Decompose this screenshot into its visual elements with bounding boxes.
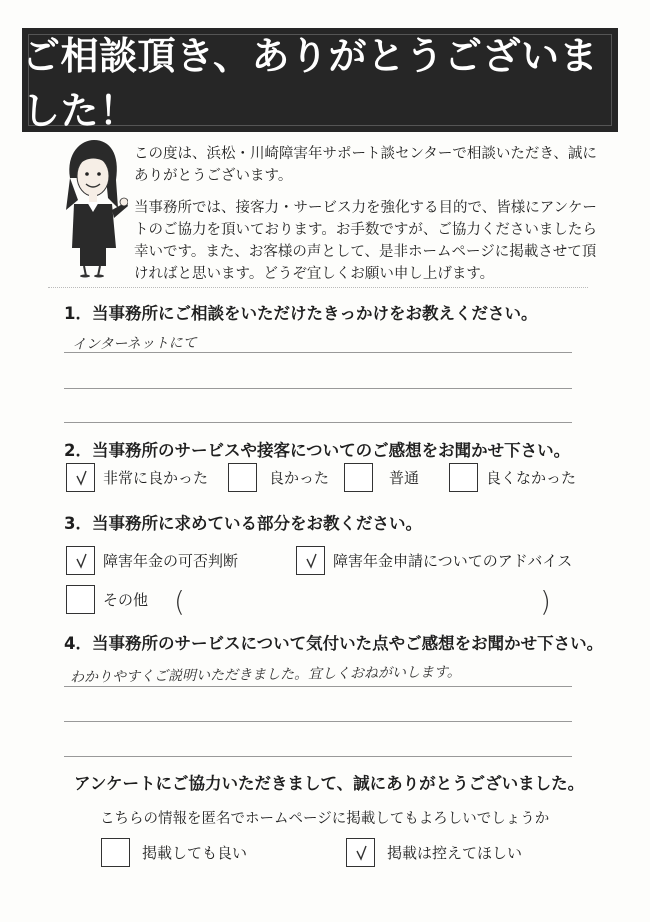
page-title-text: ご相談頂き、ありがとうございました！ <box>22 34 598 133</box>
divider <box>48 287 588 288</box>
consent-option-label: 掲載は控えてほしい <box>387 844 523 862</box>
q2-option-label: 普通 <box>389 469 420 487</box>
intro-paragraph-2: 当事務所では、接客力・サービス力を強化する目的で、皆様にアンケートのご協力を頂いております。お手数ですが、ご協力くださいましたら幸いです。また、お客様の声として、是非ホームページに掲載させて頂ければと思います。どうぞ宜しくお願い申し上げます。 <box>134 200 597 282</box>
question-1-answer[interactable]: インターネットにて <box>71 335 197 353</box>
check-mark-icon <box>302 552 320 570</box>
closing-thanks: アンケートにご協力いただきまして、誠にありがとうございました。 <box>74 774 585 793</box>
q3-option-eligibility[interactable] <box>66 546 238 575</box>
question-1-title: 1．当事務所にご相談をいただけたきっかけをお教えください。 <box>64 304 538 323</box>
checkbox[interactable] <box>296 546 325 575</box>
q3-option-application-advice[interactable] <box>296 546 572 575</box>
answer-line <box>64 422 572 423</box>
checkbox[interactable] <box>66 585 95 614</box>
q2-option-average[interactable] <box>344 463 419 492</box>
checkbox[interactable] <box>346 838 375 867</box>
q3-option-other[interactable] <box>66 585 148 614</box>
check-mark-icon <box>72 469 90 487</box>
q2-option-label: 非常に良かった <box>103 469 209 487</box>
q3-option-label: 障害年金の可否判断 <box>103 552 239 570</box>
checkbox[interactable] <box>66 463 95 492</box>
question-4-title: 4．当事務所のサービスについて気付いた点やご感想をお聞かせ下さい。 <box>64 634 604 653</box>
other-open-paren: ( <box>174 585 185 618</box>
page-title <box>22 28 618 132</box>
q3-option-label: その他 <box>103 591 149 609</box>
answer-line <box>64 388 572 389</box>
q2-option-label: 良かった <box>269 469 330 487</box>
checkbox[interactable] <box>449 463 478 492</box>
checkbox[interactable] <box>228 463 257 492</box>
checkbox[interactable] <box>344 463 373 492</box>
answer-line <box>64 352 572 353</box>
consent-question: こちらの情報を匿名でホームページに掲載してもよろしいでしょうか <box>100 811 550 827</box>
check-mark-icon <box>352 844 370 862</box>
q3-option-label: 障害年金申請についてのアドバイス <box>333 552 573 570</box>
q2-option-label: 良くなかった <box>486 469 577 487</box>
check-mark-icon <box>72 552 90 570</box>
answer-line <box>64 721 572 722</box>
intro-paragraph-1: この度は、浜松・川崎障害年サポート談センターで相談いただき、誠にありがとうございます。 <box>134 146 597 184</box>
question-3-title: 3．当事務所に求めている部分をお教ください。 <box>64 514 422 533</box>
consent-option-allow[interactable] <box>101 838 247 867</box>
consent-option-label: 掲載しても良い <box>142 844 248 862</box>
checkbox[interactable] <box>66 546 95 575</box>
checkbox[interactable] <box>101 838 130 867</box>
other-close-paren: ) <box>540 585 551 618</box>
question-4-answer[interactable]: わかりやすくご説明いただきました。宜しくおねがいします。 <box>69 664 461 686</box>
question-2-title: 2．当事務所のサービスや接客についてのご感想をお聞かせ下さい。 <box>64 441 571 460</box>
answer-line <box>64 756 572 757</box>
q2-option-good[interactable] <box>228 463 329 492</box>
consent-option-decline[interactable] <box>346 838 522 867</box>
staff-avatar-illustration <box>56 138 128 278</box>
answer-line <box>64 686 572 687</box>
q2-option-not-good[interactable] <box>449 463 576 492</box>
q2-option-very-good[interactable] <box>66 463 208 492</box>
